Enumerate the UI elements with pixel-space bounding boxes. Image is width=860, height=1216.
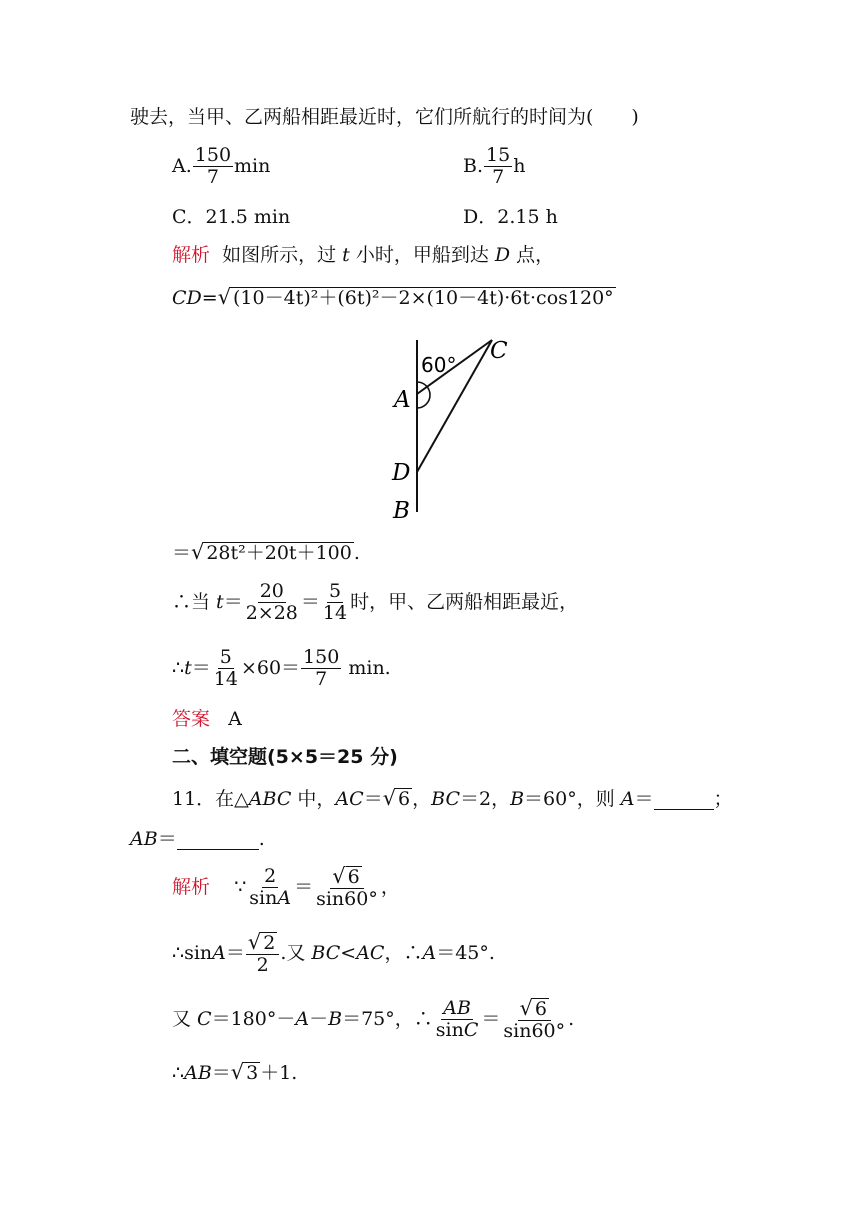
angle-label: 60° — [421, 353, 457, 377]
radical-sign: √ — [191, 540, 205, 564]
var-d: D — [494, 244, 511, 266]
radical-sign: √ — [230, 1060, 245, 1084]
var-bc: BC — [431, 788, 460, 810]
sqrt-expression — [218, 287, 616, 309]
sin: sin — [249, 886, 278, 909]
option-a — [172, 146, 270, 188]
text: － — [309, 1007, 329, 1030]
solution-2-line-2 — [172, 932, 495, 976]
because: ∵ — [234, 875, 247, 898]
triangle-figure — [384, 332, 524, 528]
var-a: A — [295, 1007, 310, 1030]
fraction-numerator: 15 — [486, 144, 511, 166]
radicand: 3 — [246, 1062, 259, 1084]
solution-2-line-1 — [172, 866, 400, 910]
equals-sign: ＝ — [191, 656, 211, 679]
fraction — [501, 998, 567, 1042]
option-b-fraction — [484, 146, 512, 188]
fraction-numerator — [330, 866, 363, 889]
sqrt-expression — [520, 998, 549, 1020]
question-11 — [172, 788, 733, 810]
fraction-numerator: 2 — [264, 865, 277, 887]
option-b-prefix: B. — [463, 154, 484, 177]
fraction-denominator: sin60° — [316, 887, 378, 910]
solution-line-1 — [172, 246, 554, 265]
text: ，∴ — [384, 941, 423, 964]
var-ac: AC — [335, 788, 364, 810]
text: ＝ — [363, 788, 383, 810]
text: ×60＝ — [240, 656, 301, 679]
fraction-numerator: 5 — [328, 580, 342, 602]
option-d: D．2.15 h — [463, 206, 558, 228]
section-title: 二、填空题(5×5＝25 分) — [172, 746, 398, 768]
solution-label: 解析 — [172, 244, 211, 266]
less-than: < — [340, 941, 357, 964]
var-t: t — [216, 590, 224, 613]
sin: sin — [435, 1018, 464, 1041]
unit: min. — [342, 656, 391, 679]
option-a-prefix: A. — [172, 154, 192, 177]
fraction-numerator — [246, 932, 279, 955]
text: .又 — [280, 941, 312, 964]
question-tail: 驶去，当甲、乙两船相距最近时，它们所航行的时间为( ) — [130, 106, 639, 128]
minimum-condition — [172, 582, 578, 624]
fraction — [434, 999, 481, 1041]
text: 时，甲、乙两船相距最近， — [350, 590, 579, 613]
fraction — [246, 932, 279, 976]
fraction-numerator: AB — [443, 997, 471, 1019]
text: ， — [380, 875, 400, 898]
period: . — [353, 542, 360, 564]
fraction-denominator: 14 — [213, 667, 238, 690]
sqrt-expression — [248, 932, 277, 954]
text: . — [258, 828, 265, 850]
radicand: 2 — [263, 932, 276, 954]
var-t: t — [342, 244, 350, 266]
option-b-unit: h — [513, 154, 526, 177]
solution-text: 如图所示，过 — [222, 244, 343, 266]
radicand: 6 — [534, 998, 547, 1020]
radical-sign: √ — [217, 285, 232, 309]
fraction-denominator — [434, 1020, 481, 1041]
sqrt-expression — [332, 866, 361, 888]
therefore: ∴ — [172, 656, 185, 679]
label-c: C — [490, 338, 508, 364]
text: ＝45°. — [436, 941, 495, 964]
var-a: A — [277, 886, 292, 909]
label-b: B — [393, 498, 410, 524]
text: 中， — [291, 788, 336, 810]
var-c: C — [463, 1018, 479, 1041]
var-a: A — [212, 941, 226, 964]
radical-sign: √ — [247, 930, 262, 954]
var-ac: AC — [356, 941, 385, 964]
sqrt-result — [172, 542, 360, 564]
answer-blank-a — [654, 790, 714, 810]
sqrt-expression — [191, 542, 354, 564]
text: ＝ — [634, 788, 654, 810]
text: 又 — [172, 1007, 198, 1030]
var-ab: AB — [184, 1062, 212, 1084]
fraction-numerator — [518, 998, 551, 1021]
option-c: C．21.5 min — [172, 206, 291, 228]
answer-value: A — [228, 708, 242, 730]
fraction-denominator: 2×28 — [245, 601, 298, 624]
answer-line — [172, 710, 242, 729]
fraction-denominator: 14 — [322, 601, 348, 624]
var-ab: AB — [130, 828, 158, 850]
radicand: (10－4t)²＋(6t)²－2×(10－4t)·6t·cos120° — [233, 287, 614, 309]
var-bc: BC — [311, 941, 341, 964]
var-c: C — [197, 1007, 212, 1030]
label-a: A — [394, 387, 411, 413]
option-b — [463, 146, 525, 188]
fraction — [212, 648, 240, 690]
label-d: D — [392, 460, 411, 486]
equals-sign: ＝ — [481, 1007, 501, 1030]
text: ； — [713, 788, 733, 810]
fraction-numerator: 150 — [194, 144, 232, 166]
fraction — [321, 582, 349, 624]
text: ＝75°，∴ — [342, 1007, 433, 1030]
equals-sign: ＝ — [225, 941, 245, 964]
time-result — [172, 648, 391, 690]
fraction-denominator — [247, 888, 293, 909]
fraction-numerator: 5 — [219, 646, 232, 668]
var-t: t — [184, 656, 192, 679]
fraction — [314, 866, 380, 910]
text: ， — [412, 788, 432, 810]
fraction — [247, 867, 293, 909]
text: ＝60°，则 — [524, 788, 621, 810]
solution-text: 小时，甲船到达 — [349, 244, 495, 266]
equals-sign: ＝ — [172, 542, 192, 564]
equals-sign: ＝ — [300, 590, 320, 613]
question-11-line-2 — [130, 830, 265, 850]
text: 11．在△ — [172, 788, 249, 810]
fraction — [244, 582, 300, 624]
solution-label: 解析 — [172, 875, 211, 898]
radicand: 6 — [347, 866, 360, 888]
fraction-numerator: 20 — [259, 580, 284, 602]
text: ＝180°－ — [211, 1007, 296, 1030]
var-b: B — [510, 788, 525, 810]
var-a: A — [422, 941, 437, 964]
radicand: 6 — [398, 788, 411, 810]
text: ∴sin — [172, 941, 213, 964]
fraction-denominator: 7 — [315, 667, 328, 690]
text: ＝2， — [459, 788, 511, 810]
fraction-denominator: sin60° — [503, 1019, 566, 1042]
answer-blank-ab — [177, 830, 259, 850]
text: ＝ — [157, 828, 177, 850]
fraction-numerator: 150 — [303, 646, 340, 668]
text: . — [568, 1007, 575, 1030]
var-b: B — [328, 1007, 343, 1030]
fraction-denominator: 7 — [492, 165, 505, 188]
equals-sign: ＝ — [294, 875, 314, 898]
equals-sign: ＝ — [211, 1062, 231, 1084]
radical-sign: √ — [382, 786, 397, 810]
var-abc: ABC — [248, 788, 292, 810]
sqrt-expression — [231, 1062, 260, 1084]
option-a-fraction — [193, 146, 233, 188]
text: ∴当 — [172, 590, 217, 613]
radical-sign: √ — [332, 864, 346, 888]
option-a-unit: min — [234, 154, 271, 177]
cd-equation — [172, 287, 616, 309]
fraction-denominator: 7 — [206, 165, 219, 188]
var-a: A — [620, 788, 635, 810]
equals-sign: ＝ — [223, 590, 243, 613]
fraction — [301, 648, 341, 690]
answer-label: 答案 — [172, 708, 211, 730]
therefore: ∴ — [172, 1062, 185, 1084]
radical-sign: √ — [519, 996, 533, 1020]
fraction-denominator: 2 — [256, 953, 269, 976]
sqrt-expression — [383, 788, 412, 810]
cd-lhs: CD= — [172, 287, 218, 309]
radicand: 28t²＋20t＋100 — [206, 542, 352, 564]
text: ＋1. — [260, 1062, 298, 1084]
solution-text: 点， — [510, 244, 555, 266]
solution-2-line-4 — [172, 1062, 297, 1084]
solution-2-line-3 — [172, 998, 574, 1042]
